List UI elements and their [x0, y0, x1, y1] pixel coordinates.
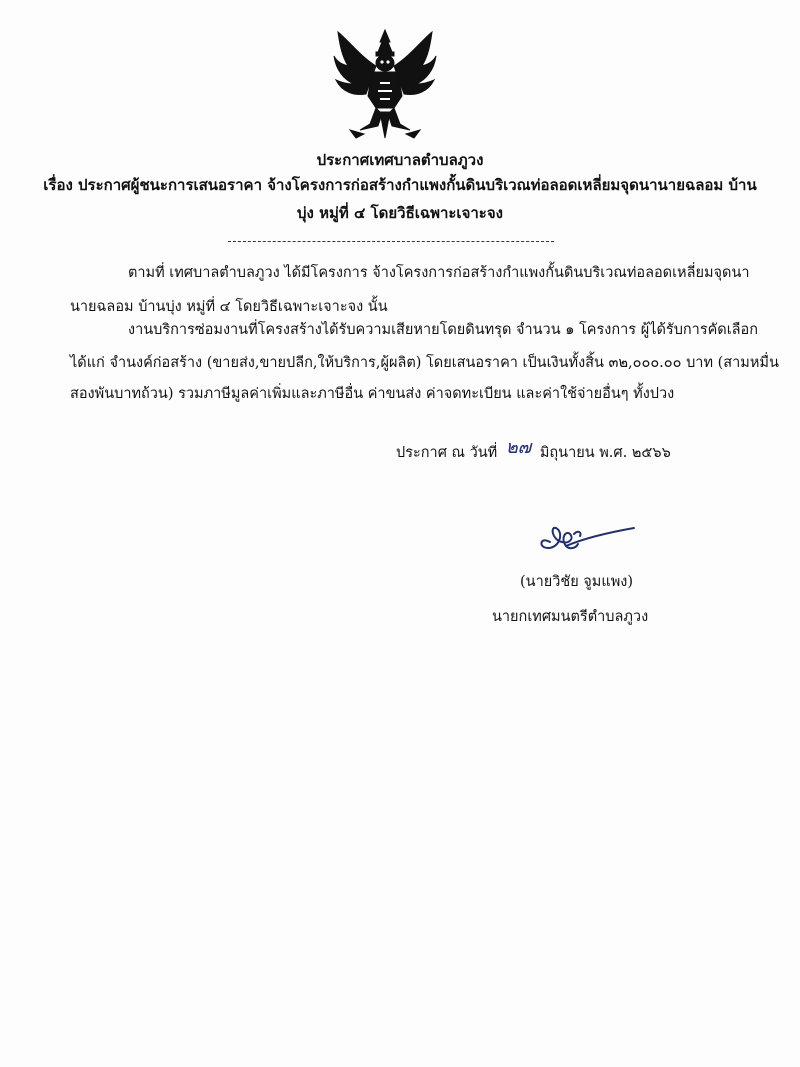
- header-divider: [228, 241, 554, 242]
- announcement-date-suffix: มิถุนายน พ.ศ. ๒๕๖๖: [539, 445, 671, 461]
- garuda-emblem-icon: [330, 26, 440, 142]
- handwritten-signature-icon: [530, 512, 640, 562]
- announcement-subject-line-2: บุ่ง หมู่ที่ ๔ โดยวิธีเฉพาะเจาะจง: [297, 204, 503, 222]
- body-paragraph-1-line-2: นายฉลอม บ้านบุ่ง หมู่ที่ ๔ โดยวิธีเฉพาะเจาะจง นั้น: [70, 299, 388, 315]
- body-paragraph-2-line-3: สองพันบาทถ้วน) รวมภาษีมูลค่าเพิ่มและภาษีอื่น ค่าขนส่ง ค่าจดทะเบียน และค่าใช้จ่ายอื่นๆ ทั้งปวง: [70, 386, 675, 402]
- handwritten-day: ๒๗: [505, 437, 532, 458]
- announcement-date: [396, 437, 671, 465]
- announcement-subject-line-1: เรื่อง ประกาศผู้ชนะการเสนอราคา จ้างโครงการก่อสร้างกำแพงกั้นดินบริเวณท่อลอดเหลี่ยมจุดนานายฉลอม บ้าน: [43, 176, 757, 194]
- signatory-position: นายกเทศมนตรีตำบลภูวง: [492, 609, 649, 625]
- announcement-date-prefix: ประกาศ ณ วันที่: [396, 445, 498, 461]
- body-paragraph-2-line-2: ได้แก่ จำนงค์ก่อสร้าง (ขายส่ง,ขายปลีก,ให้บริการ,ผู้ผลิต) โดยเสนอราคา เป็นเงินทั้งสิ้น ๓๒,๐๐๐.๐๐ บาท (สามหมื่น: [70, 355, 779, 371]
- body-paragraph-2-line-1: งานบริการซ่อมงานที่โครงสร้างได้รับความเสียหายโดยดินทรุด จำนวน ๑ โครงการ ผู้ได้รับการคัดเลือก: [128, 322, 759, 338]
- announcement-title: ประกาศเทศบาลตำบลภูวง: [316, 151, 484, 169]
- body-paragraph-1-line-1: ตามที่ เทศบาลตำบลภูวง ได้มีโครงการ จ้างโครงการก่อสร้างกำแพงกั้นดินบริเวณท่อลอดเหลี่ยมจุดนา: [128, 265, 750, 281]
- signatory-name: (นายวิชัย จูมแพง): [520, 574, 633, 590]
